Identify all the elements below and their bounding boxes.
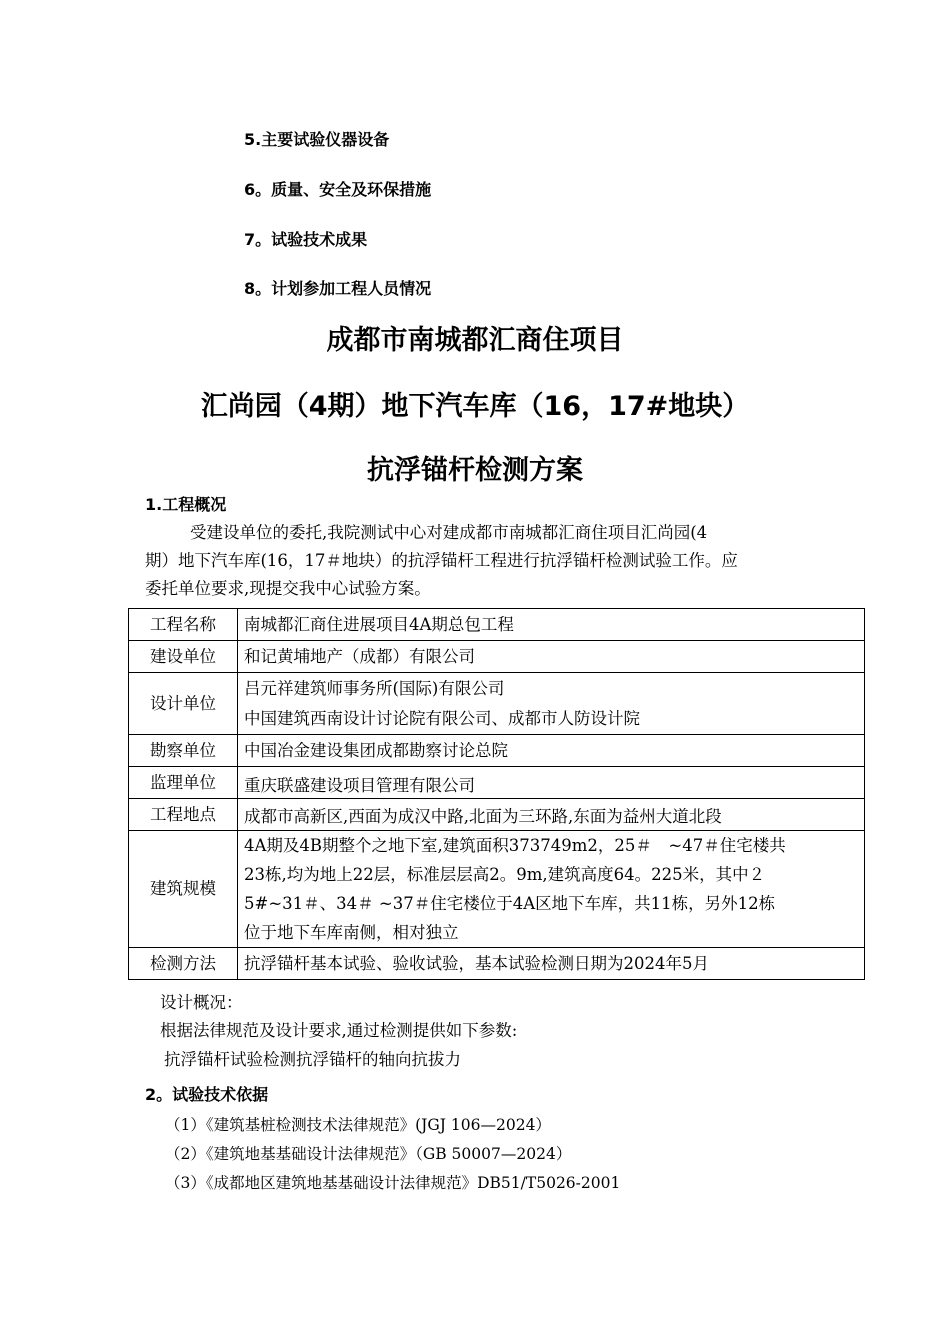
toc-item-6: 6。质量、安全及环保措施 bbox=[244, 180, 432, 199]
overview-line-2: 期）地下汽车库(16，17＃地块）的抗浮锚杆工程进行抗浮锚杆检测试验工作。应 bbox=[145, 551, 738, 570]
row-key: 检测方法 bbox=[129, 948, 238, 980]
row-value: 南城都汇商住进展项目4A期总包工程 bbox=[238, 609, 865, 641]
table-row bbox=[129, 948, 865, 980]
row-key: 建筑规模 bbox=[129, 831, 238, 948]
design-line-2: 抗浮锚杆试验检测抗浮锚杆的轴向抗拔力 bbox=[164, 1050, 461, 1069]
value-line: 中国建筑西南设计讨论院有限公司、成都市人防设计院 bbox=[244, 708, 640, 728]
row-value bbox=[238, 673, 865, 735]
toc-item-5: 5.主要试验仪器设备 bbox=[244, 130, 390, 149]
reference-item: （1）《建筑基桩检测技术法律规范》(JGJ 106—2024） bbox=[165, 1116, 551, 1134]
row-value: 成都市高新区,西面为成汉中路,北面为三环路,东面为益州大道北段 bbox=[238, 799, 865, 831]
section-1-heading: 1.工程概况 bbox=[145, 495, 227, 514]
row-value: 抗浮锚杆基本试验、验收试验，基本试验检测日期为2024年5月 bbox=[238, 948, 865, 980]
value-line: 23栋,均为地上22层，标准层层高2。9m,建筑高度64。225米，其中２ bbox=[244, 865, 766, 884]
row-value: 和记黄埔地产（成都）有限公司 bbox=[238, 641, 865, 673]
design-line-1: 根据法律规范及设计要求,通过检测提供如下参数: bbox=[160, 1021, 518, 1040]
table-row bbox=[129, 767, 865, 799]
section-2-heading: 2。试验技术依据 bbox=[145, 1085, 269, 1104]
row-value: 中国冶金建设集团成都勘察讨论总院 bbox=[238, 735, 865, 767]
toc-item-7: 7。试验技术成果 bbox=[244, 230, 368, 249]
title-plan: 抗浮锚杆检测方案 bbox=[367, 455, 583, 486]
table-row bbox=[129, 673, 865, 735]
table-row bbox=[129, 735, 865, 767]
design-label: 设计概况： bbox=[160, 993, 243, 1012]
table-row bbox=[129, 831, 865, 948]
row-key: 监理单位 bbox=[129, 767, 238, 799]
row-value bbox=[238, 831, 865, 948]
project-info-table bbox=[128, 608, 865, 980]
title-project: 成都市南城都汇商住项目 bbox=[326, 325, 624, 356]
title-subproject: 汇尚园（4期）地下汽车库（16，17#地块） bbox=[200, 391, 750, 422]
value-line: 4A期及4B期整个之地下室,建筑面积373749m2，25＃ ~47＃住宅楼共 bbox=[244, 836, 786, 855]
row-key: 设计单位 bbox=[129, 673, 238, 735]
value-line: 位于地下车库南侧，相对独立 bbox=[244, 923, 459, 942]
overview-line-1: 受建设单位的委托,我院测试中心对建成都市南城都汇商住项目汇尚园(4 bbox=[190, 523, 708, 542]
row-key: 工程名称 bbox=[129, 609, 238, 641]
overview-line-3: 委托单位要求,现提交我中心试验方案。 bbox=[145, 579, 431, 598]
row-key: 勘察单位 bbox=[129, 735, 238, 767]
toc-item-8: 8。计划参加工程人员情况 bbox=[244, 279, 432, 298]
table-row bbox=[129, 609, 865, 641]
reference-item: （2）《建筑地基基础设计法律规范》（GB 50007—2024） bbox=[165, 1145, 572, 1163]
table-row bbox=[129, 799, 865, 831]
row-key: 建设单位 bbox=[129, 641, 238, 673]
reference-item: （3）《成都地区建筑地基基础设计法律规范》DB51/T5026-2001 bbox=[165, 1174, 621, 1192]
value-line: 5#~31＃、34＃ ~37＃住宅楼位于4A区地下车库，共11栋，另外12栋 bbox=[244, 894, 776, 913]
row-key: 工程地点 bbox=[129, 799, 238, 831]
row-value: 重庆联盛建设项目管理有限公司 bbox=[238, 767, 865, 799]
value-line: 吕元祥建筑师事务所(国际)有限公司 bbox=[244, 678, 505, 698]
table-row bbox=[129, 641, 865, 673]
